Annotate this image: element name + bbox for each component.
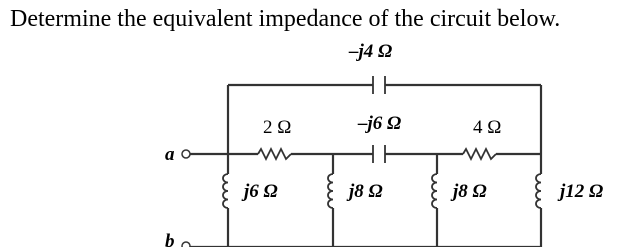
capacitor-top [373, 76, 385, 94]
inductor-j8-right [432, 174, 437, 208]
terminal-b-label: b [165, 231, 175, 247]
terminal-a-label: a [165, 144, 175, 165]
resistor-2ohm [258, 149, 291, 159]
terminal-b-node [182, 242, 190, 247]
resistor-4ohm [463, 149, 496, 159]
question-text: Determine the equivalent impedance of the circuit below. [10, 6, 561, 32]
inductor-j12 [536, 174, 541, 208]
inductor-j6 [223, 174, 228, 208]
terminal-a-node [182, 150, 190, 158]
label-cap-top: –j4 Ω [349, 41, 393, 62]
label-res-2: 2 Ω [263, 117, 292, 138]
label-ind-3: j8 Ω [453, 181, 487, 202]
label-ind-2: j8 Ω [349, 181, 383, 202]
capacitor-mid [373, 145, 385, 163]
label-ind-4: j12 Ω [560, 181, 604, 202]
label-cap-mid: –j6 Ω [358, 113, 402, 134]
inductor-j8-left [328, 174, 333, 208]
label-res-4: 4 Ω [473, 117, 502, 138]
label-ind-1: j6 Ω [244, 181, 278, 202]
